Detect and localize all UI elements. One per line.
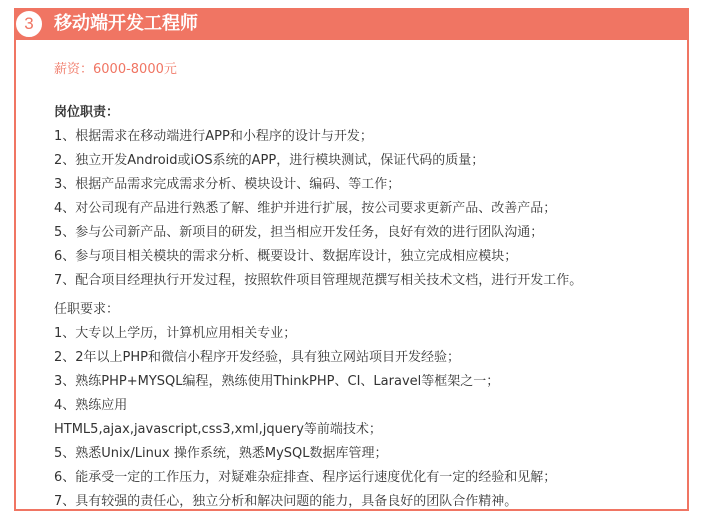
requirement-item: 2、2年以上PHP和微信小程序开发经验，具有独立网站项目开发经验； [54,350,460,365]
duties-heading: 岗位职责： [54,105,120,120]
duty-item: 5、参与公司新产品、新项目的研发，担当相应开发任务，良好有效的进行团队沟通； [54,225,544,240]
duties-section [54,101,582,293]
requirements-heading: 任职要求： [54,302,120,317]
requirements-section [54,298,556,514]
requirement-item: 4、熟练应用 [54,398,128,413]
salary-text: 薪资：6000-8000元 [54,62,177,77]
requirement-item: 7、具有较强的责任心，独立分析和解决问题的能力，具备良好的团队合作精神。 [54,494,518,509]
requirement-item: 3、熟练PHP+MYSQL编程，熟练使用ThinkPHP、CI、Laravel等框架之一； [54,374,500,389]
requirement-item: HTML5,ajax,javascript,css3,xml,jquery等前端技术； [54,422,382,437]
duty-item: 6、参与项目相关模块的需求分析、概要设计、数据库设计，独立完成相应模块； [54,249,518,264]
job-title: 移动端开发工程师 [54,13,198,34]
section-number-badge: 3 [14,9,44,39]
duty-item: 3、根据产品需求完成需求分析、模块设计、编码、等工作； [54,177,401,192]
requirement-item: 6、能承受一定的工作压力，对疑难杂症排查、程序运行速度优化有一定的经验和见解； [54,470,557,485]
requirement-item: 1、大专以上学历，计算机应用相关专业； [54,326,297,341]
duty-item: 2、独立开发Android或iOS系统的APP，进行模块测试，保证代码的质量； [54,153,485,168]
requirement-item: 5、熟悉Unix/Linux 操作系统，熟悉MySQL数据库管理； [54,446,388,461]
duty-item: 4、对公司现有产品进行熟悉了解、维护并进行扩展，按公司要求更新产品、改善产品； [54,201,557,216]
duty-item: 1、根据需求在移动端进行APP和小程序的设计与开发； [54,129,373,144]
duty-item: 7、配合项目经理执行开发过程，按照软件项目管理规范撰写相关技术文档，进行开发工作。 [54,273,583,288]
